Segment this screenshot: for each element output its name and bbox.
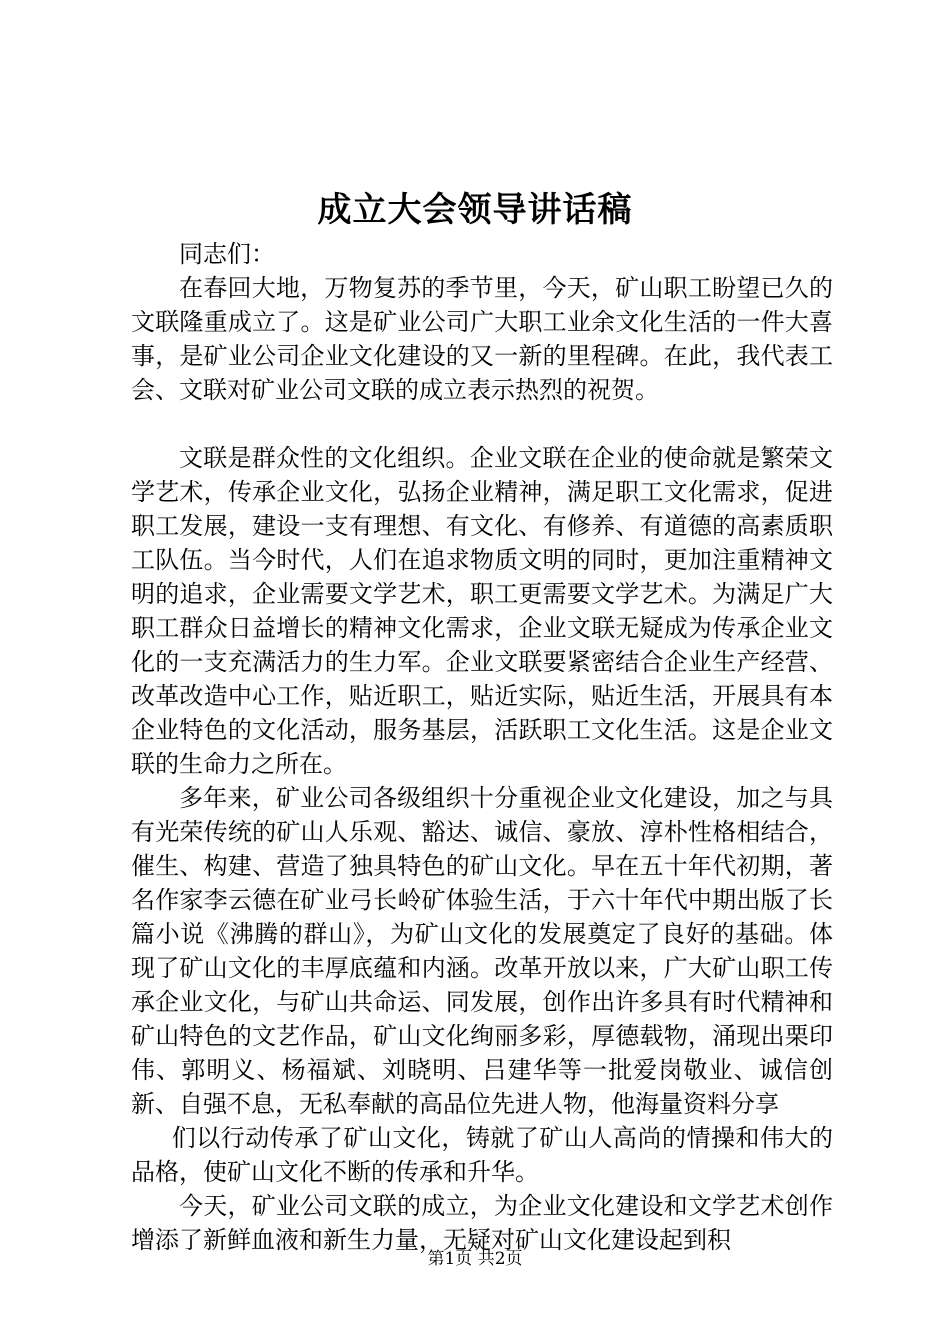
salutation-paragraph: 同志们： (179, 240, 275, 268)
document-title: 成立大会领导讲话稿 (317, 190, 633, 230)
body-paragraph: 多年来，矿业公司各级组织十分重视企业文化建设，加之与具有光荣传统的矿山人乐观、豁达、诚信、豪放、淳朴性格相结合，催生、构建、营造了独具特色的矿山文化。早在五十年代初期，著名作家李云德在矿业弓长岭矿体验生活，于六十年代中期出版了长篇小说《沸腾的群山》，为矿山文化的发展奠定了良好的基础。体现了矿山文化的丰厚底蕴和内涵。改革开放以来，广大矿山职工传承企业文化，与矿山共命运、同发展，创作出许多具有时代精神和矿山特色的文艺作品，矿山文化绚丽多彩，厚德载物，涌现出栗印伟、郭明义、杨福斌、刘晓明、吕建华等一批爱岗敬业、诚信创新、自强不息，无私奉献的高品位先进人物，他海量资料分享 (131, 784, 833, 1118)
page-number-footer: 第1页 共2页 (427, 1249, 523, 1269)
body-paragraph: 文联是群众性的文化组织。企业文联在企业的使命就是繁荣文学艺术，传承企业文化，弘扬企业精神，满足职工文化需求，促进职工发展，建设一支有理想、有文化、有修养、有道德的高素质职工队伍。当今时代，人们在追求物质文明的同时，更加注重精神文明的追求，企业需要文学艺术，职工更需要文学艺术。为满足广大职工群众日益增长的精神文化需求，企业文联无疑成为传承企业文化的一支充满活力的生力军。企业文联要紧密结合企业生产经营、改革改造中心工作，贴近职工，贴近实际，贴近生活，开展具有本企业特色的文化活动，服务基层，活跃职工文化生活。这是企业文联的生命力之所在。 (131, 444, 833, 778)
body-paragraph: 们以行动传承了矿山文化，铸就了矿山人高尚的情操和伟大的品格，使矿山文化不断的传承和升华。 (131, 1124, 833, 1186)
document-body (131, 237, 833, 1257)
body-paragraph: 今天，矿业公司文联的成立，为企业文化建设和文学艺术创作增添了新鲜血液和新生力量，无疑对矿山文化建设起到积 (131, 1192, 833, 1254)
body-paragraph: 在春回大地，万物复苏的季节里，今天，矿山职工盼望已久的文联隆重成立了。这是矿业公司广大职工业余文化生活的一件大喜事，是矿业公司企业文化建设的又一新的里程碑。在此，我代表工会、文联对矿业公司文联的成立表示热烈的祝贺。 (131, 274, 833, 404)
